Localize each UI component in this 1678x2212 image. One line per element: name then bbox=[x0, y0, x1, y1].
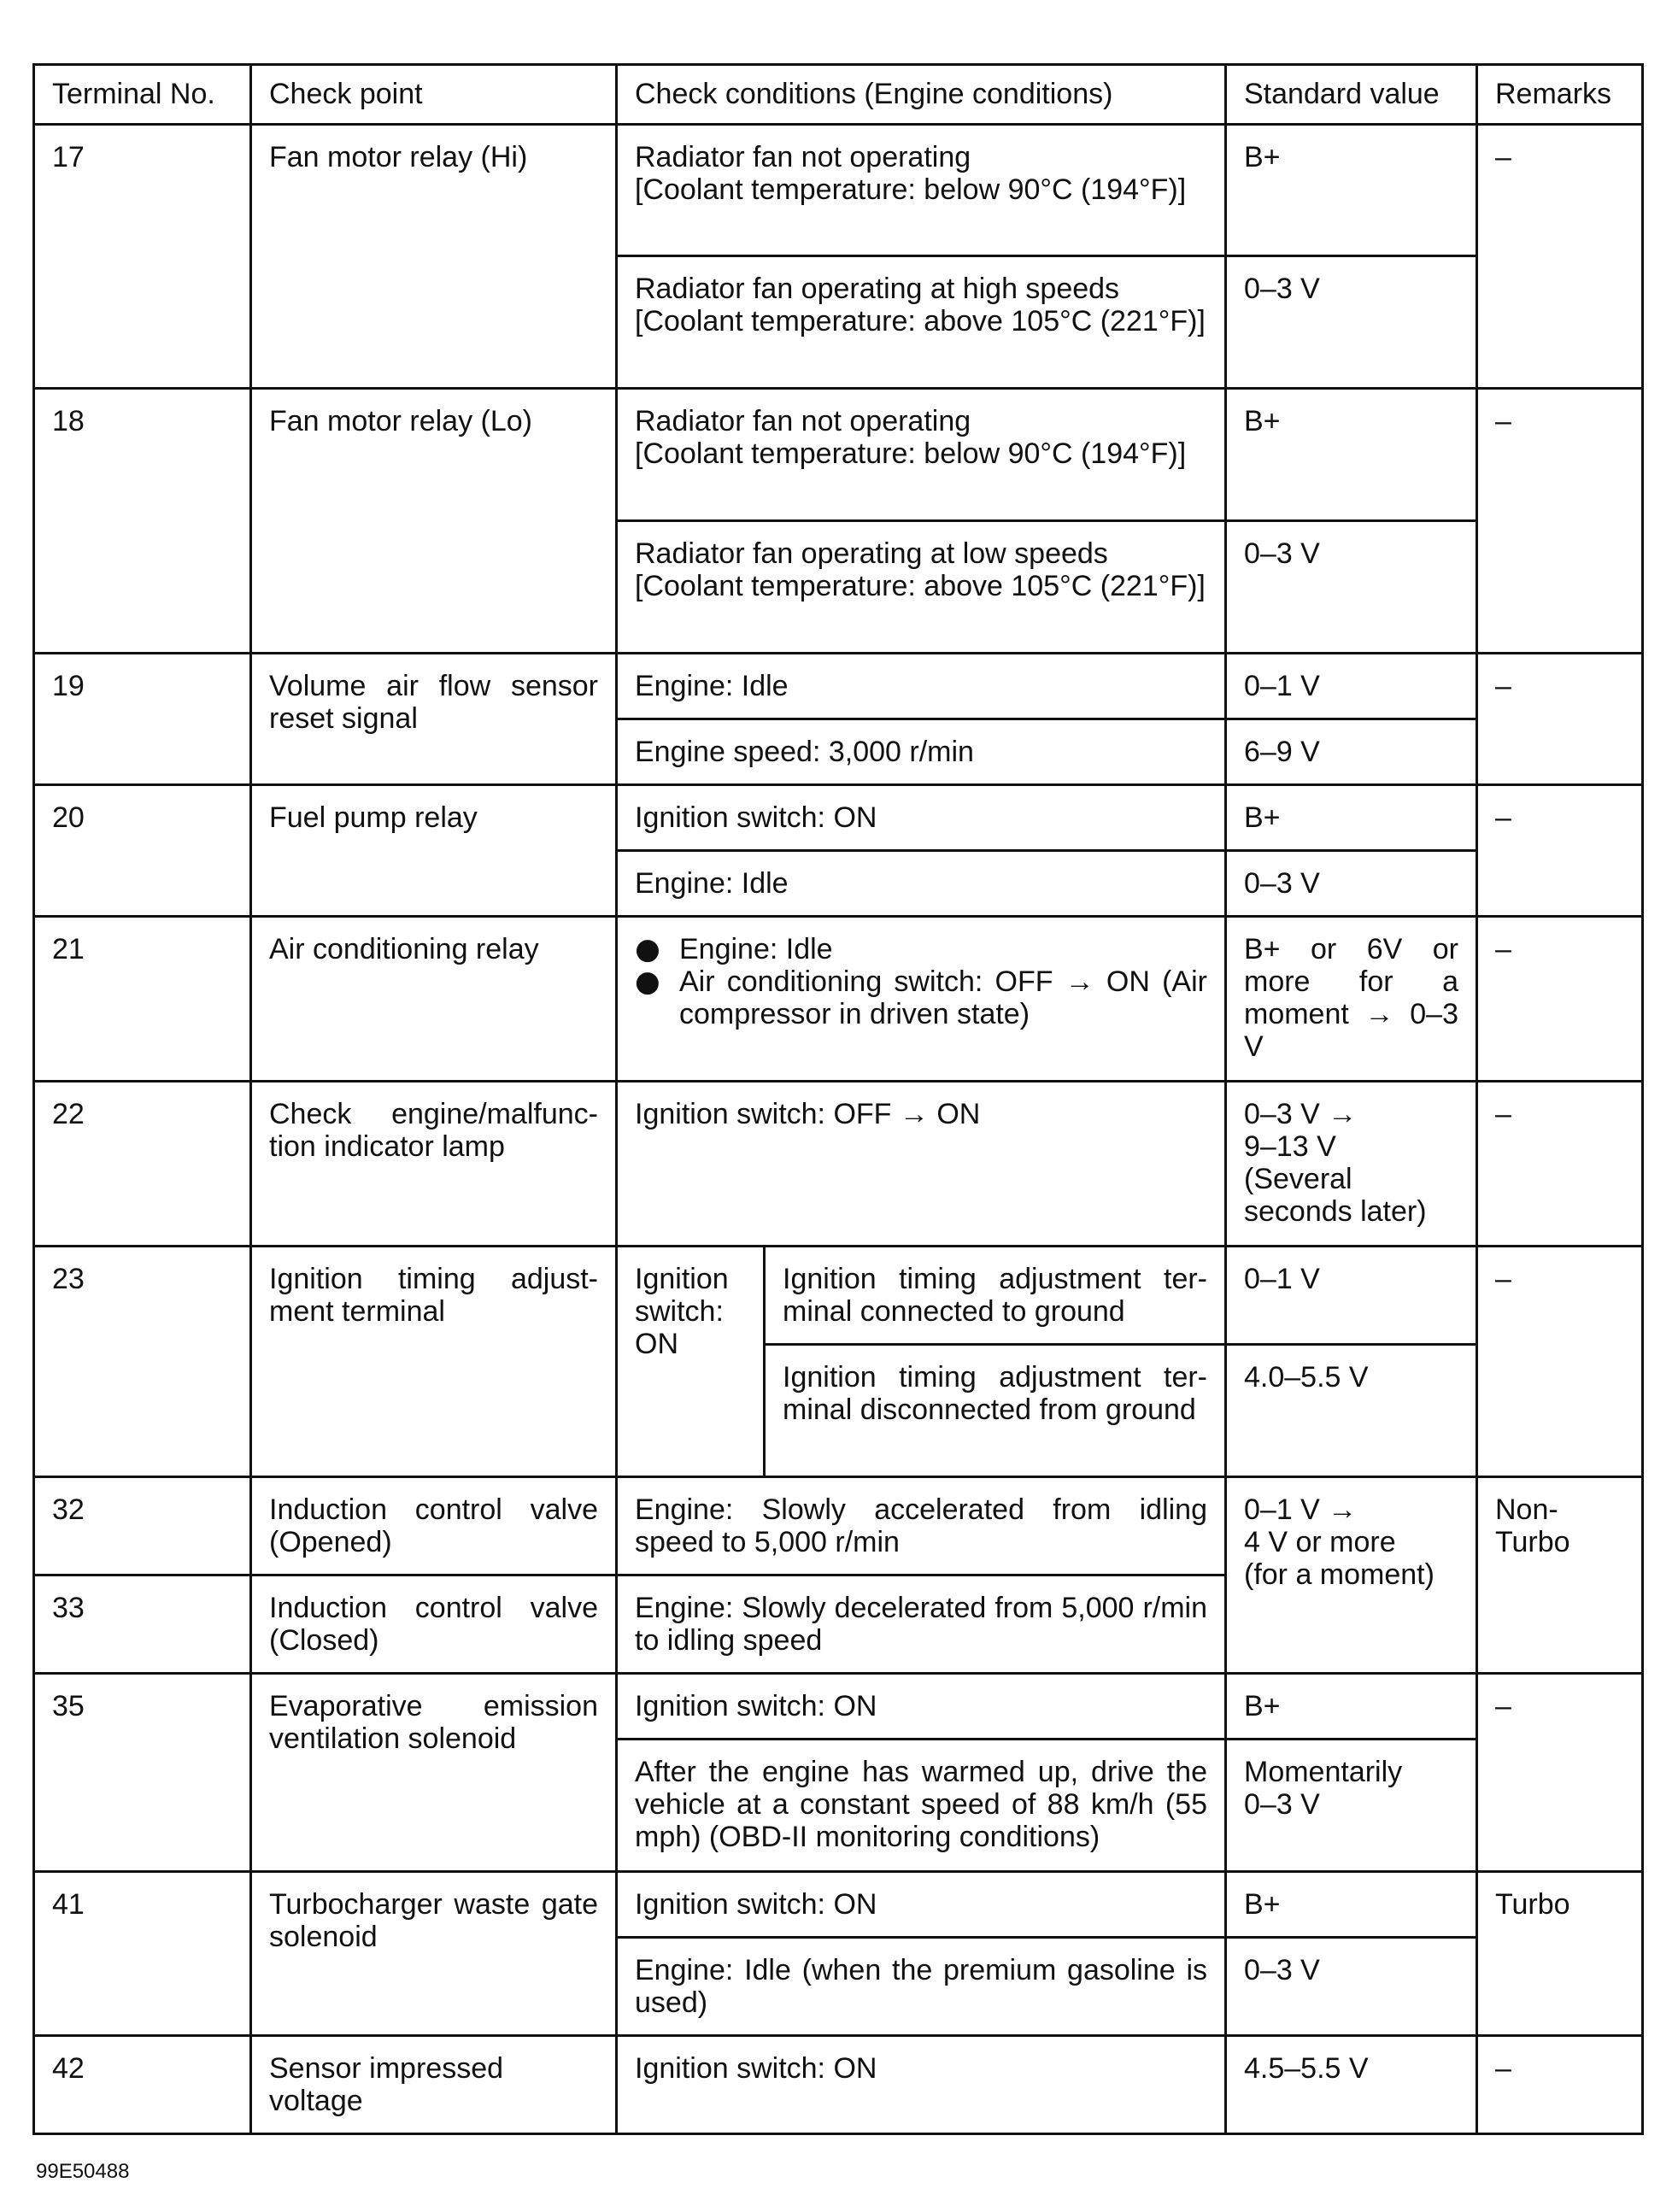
check-condition bbox=[617, 256, 1226, 389]
remarks: – bbox=[1477, 389, 1643, 654]
check-condition: Engine speed: 3,000 r/min bbox=[617, 719, 1226, 785]
check-point: Fan motor relay (Hi) bbox=[251, 125, 617, 389]
check-condition bbox=[617, 521, 1226, 654]
check-condition bbox=[617, 389, 1226, 521]
check-point: Sensor impressed voltage bbox=[251, 2036, 617, 2134]
terminal-no: 20 bbox=[34, 785, 251, 917]
standard-value: 6–9 V bbox=[1226, 719, 1477, 785]
remarks: – bbox=[1477, 654, 1643, 785]
standard-value: 0–3 V bbox=[1226, 851, 1477, 917]
check-condition: Engine: Idle (when the premium gasoline is used) bbox=[617, 1938, 1226, 2036]
check-condition: Ignition timing adjustment ter-minal disconnected from ground bbox=[765, 1345, 1226, 1477]
standard-value: Momentarily 0–3 V bbox=[1226, 1740, 1477, 1872]
remarks: Non- Turbo bbox=[1477, 1477, 1643, 1674]
remarks: – bbox=[1477, 1674, 1643, 1872]
check-condition: After the engine has warmed up, drive the vehicle at a constant speed of 88 km/h (55 mph) (OBD-II monitoring conditions) bbox=[617, 1740, 1226, 1872]
list-item bbox=[635, 965, 1207, 1030]
check-condition: Engine: Idle bbox=[617, 851, 1226, 917]
condition-line: Radiator fan not operating bbox=[635, 141, 971, 173]
standard-value: 0–3 V bbox=[1226, 1938, 1477, 2036]
table-header-row bbox=[34, 65, 1643, 125]
check-point: Evaporative emission ventilation solenoid bbox=[251, 1674, 617, 1872]
terminal-no: 41 bbox=[34, 1872, 251, 2036]
standard-value: 0–1 V → 4 V or more (for a moment) bbox=[1226, 1477, 1477, 1674]
check-condition: Engine: Slowly accelerated from idling speed to 5,000 r/min bbox=[617, 1477, 1226, 1575]
bullet-text: Engine: Idle bbox=[679, 933, 833, 965]
check-point: Check engine/malfunc-tion indicator lamp bbox=[251, 1082, 617, 1247]
header-terminal-no: Terminal No. bbox=[34, 65, 251, 125]
table-row bbox=[34, 1247, 1643, 1345]
standard-value: B+ bbox=[1226, 1872, 1477, 1938]
check-point: Ignition timing adjust-ment terminal bbox=[251, 1247, 617, 1477]
table-row bbox=[34, 125, 1643, 256]
remarks: – bbox=[1477, 917, 1643, 1082]
table-row bbox=[34, 1477, 1643, 1575]
check-condition bbox=[617, 917, 1226, 1082]
standard-value: 0–3 V bbox=[1226, 521, 1477, 654]
remarks: Turbo bbox=[1477, 1872, 1643, 2036]
header-check-point: Check point bbox=[251, 65, 617, 125]
standard-value: 0–1 V bbox=[1226, 1247, 1477, 1345]
check-condition: Engine: Idle bbox=[617, 654, 1226, 719]
check-condition bbox=[617, 125, 1226, 256]
terminal-check-table bbox=[32, 63, 1644, 2135]
check-condition: Ignition switch: ON bbox=[617, 2036, 1226, 2134]
condition-line: Radiator fan operating at high speeds bbox=[635, 273, 1120, 305]
table-row bbox=[34, 2036, 1643, 2134]
remarks: – bbox=[1477, 1247, 1643, 1477]
check-point: Fan motor relay (Lo) bbox=[251, 389, 617, 654]
document-reference-code: 99E50488 bbox=[36, 2160, 130, 2183]
header-remarks: Remarks bbox=[1477, 65, 1643, 125]
standard-value: 4.5–5.5 V bbox=[1226, 2036, 1477, 2134]
bullet-icon: ● bbox=[635, 932, 660, 966]
standard-value: B+ bbox=[1226, 785, 1477, 851]
bullet-text: Air conditioning switch: OFF → ON (Air compressor in driven state) bbox=[679, 965, 1207, 1030]
condition-detail: [Coolant temperature: below 90°C (194°F)] bbox=[635, 437, 1187, 470]
table-row bbox=[34, 389, 1643, 521]
condition-bullet-list bbox=[635, 933, 1207, 1030]
terminal-no: 17 bbox=[34, 125, 251, 389]
table-row bbox=[34, 654, 1643, 719]
terminal-no: 33 bbox=[34, 1575, 251, 1674]
header-standard-value: Standard value bbox=[1226, 65, 1477, 125]
check-condition: Ignition timing adjustment ter-minal connected to ground bbox=[765, 1247, 1226, 1345]
condition-line: Radiator fan not operating bbox=[635, 405, 971, 437]
check-point: Induction control valve (Closed) bbox=[251, 1575, 617, 1674]
table-row bbox=[34, 1082, 1643, 1247]
remarks: – bbox=[1477, 125, 1643, 389]
table-row bbox=[34, 917, 1643, 1082]
check-point: Turbocharger waste gate solenoid bbox=[251, 1872, 617, 2036]
check-condition: Ignition switch: ON bbox=[617, 785, 1226, 851]
list-item bbox=[635, 932, 1207, 966]
remarks: – bbox=[1477, 2036, 1643, 2134]
terminal-no: 18 bbox=[34, 389, 251, 654]
terminal-no: 21 bbox=[34, 917, 251, 1082]
terminal-no: 32 bbox=[34, 1477, 251, 1575]
standard-value: B+ bbox=[1226, 1674, 1477, 1740]
check-point: Fuel pump relay bbox=[251, 785, 617, 917]
check-condition: Ignition switch: OFF → ON bbox=[617, 1082, 1226, 1247]
condition-detail: [Coolant temperature: below 90°C (194°F)] bbox=[635, 173, 1187, 206]
bullet-icon: ● bbox=[635, 965, 660, 999]
terminal-no: 23 bbox=[34, 1247, 251, 1477]
standard-value: 0–3 V bbox=[1226, 256, 1477, 389]
remarks: – bbox=[1477, 1082, 1643, 1247]
condition-line: Radiator fan operating at low speeds bbox=[635, 537, 1108, 570]
terminal-no: 19 bbox=[34, 654, 251, 785]
sub-condition: Ignition switch: ON bbox=[617, 1247, 765, 1477]
condition-detail: [Coolant temperature: above 105°C (221°F)] bbox=[635, 305, 1206, 337]
table-row bbox=[34, 1674, 1643, 1740]
header-check-conditions: Check conditions (Engine conditions) bbox=[617, 65, 1226, 125]
check-condition: Engine: Slowly decelerated from 5,000 r/min to idling speed bbox=[617, 1575, 1226, 1674]
check-point: Air conditioning relay bbox=[251, 917, 617, 1082]
terminal-no: 22 bbox=[34, 1082, 251, 1247]
standard-value: B+ bbox=[1226, 389, 1477, 521]
table-row bbox=[34, 785, 1643, 851]
standard-value: 0–3 V → 9–13 V (Several seconds later) bbox=[1226, 1082, 1477, 1247]
standard-value: 4.0–5.5 V bbox=[1226, 1345, 1477, 1477]
check-point: Volume air flow sensor reset signal bbox=[251, 654, 617, 785]
standard-value: B+ or 6V or more for a moment → 0–3 V bbox=[1226, 917, 1477, 1082]
check-condition: Ignition switch: ON bbox=[617, 1674, 1226, 1740]
check-point: Induction control valve (Opened) bbox=[251, 1477, 617, 1575]
standard-value: 0–1 V bbox=[1226, 654, 1477, 719]
standard-value: B+ bbox=[1226, 125, 1477, 256]
terminal-no: 35 bbox=[34, 1674, 251, 1872]
condition-detail: [Coolant temperature: above 105°C (221°F)] bbox=[635, 570, 1206, 602]
terminal-no: 42 bbox=[34, 2036, 251, 2134]
table-row bbox=[34, 1872, 1643, 1938]
remarks: – bbox=[1477, 785, 1643, 917]
check-condition: Ignition switch: ON bbox=[617, 1872, 1226, 1938]
